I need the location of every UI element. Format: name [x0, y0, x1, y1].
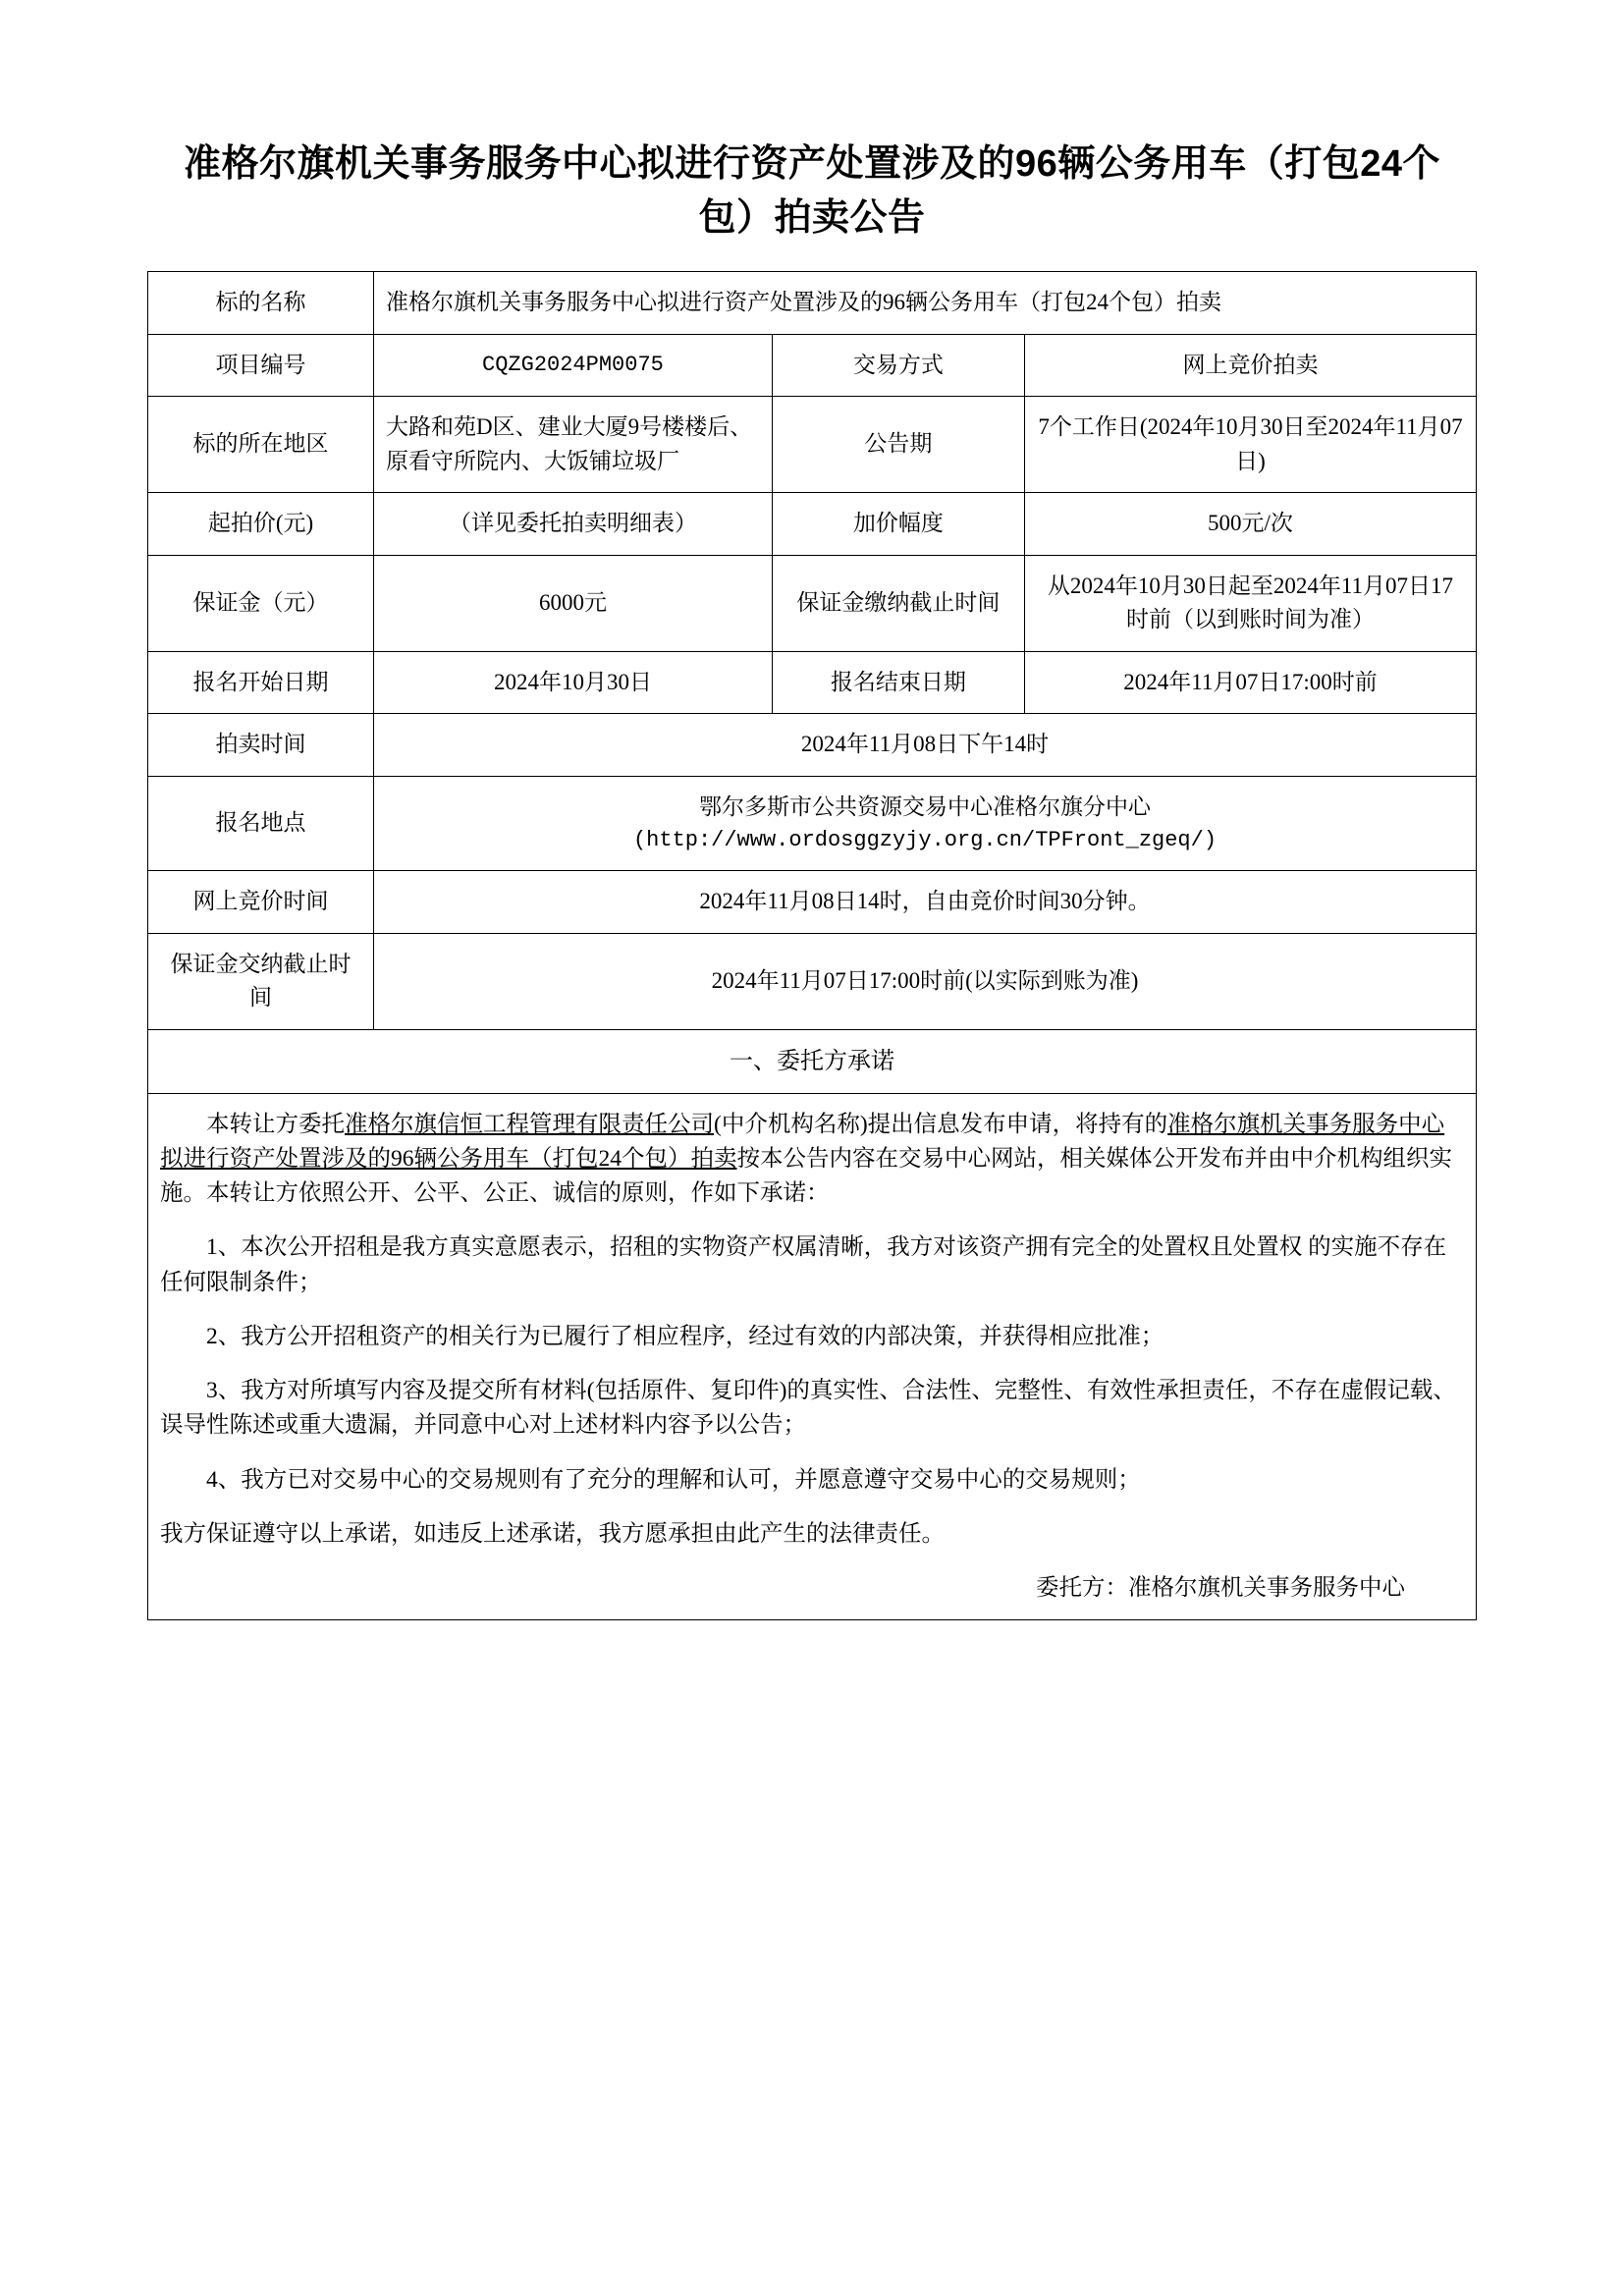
commitment-item-5: 我方保证遵守以上承诺，如违反上述承诺，我方愿承担由此产生的法律责任。	[160, 1520, 945, 1547]
row-value-online-bidding-time: 2024年11月08日14时，自由竞价时间30分钟。	[374, 871, 1477, 934]
row-label-deposit-payment-deadline: 保证金交纳截止时间	[148, 933, 374, 1029]
row-label-location: 标的所在地区	[148, 397, 374, 493]
row-label-auction-time: 拍卖时间	[148, 714, 374, 777]
row-value-project-number: CQZG2024PM0075	[374, 334, 773, 397]
commitment-item-2: 2、我方公开招租资产的相关行为已履行了相应程序，经过有效的内部决策，并获得相应批准；	[206, 1323, 1164, 1349]
row-label-online-bidding-time: 网上竞价时间	[148, 871, 374, 934]
row-label-subject-name: 标的名称	[148, 272, 374, 335]
intro-part2: (中介机构名称)提出信息发布申请，将持有的	[714, 1111, 1168, 1137]
row-value-registration-end: 2024年11月07日17:00时前	[1024, 651, 1476, 714]
row-label-registration-place: 报名地点	[148, 776, 374, 871]
row-value-trade-method: 网上竞价拍卖	[1024, 334, 1476, 397]
row-label-starting-price: 起拍价(元)	[148, 493, 374, 556]
section-heading-commitment: 一、委托方承诺	[148, 1029, 1477, 1093]
commitment-item-3: 3、我方对所填写内容及提交所有材料(包括原件、复印件)的真实性、合法性、完整性、有效性承担责任，不存在虚假记载、误导性陈述或重大遗漏，并同意中心对上述材料内容予以公告；	[160, 1378, 1456, 1439]
table-row	[148, 272, 1477, 335]
row-value-deposit: 6000元	[374, 555, 773, 651]
commitment-body	[148, 1093, 1477, 1620]
row-value-deposit-deadline: 从2024年10月30日起至2024年11月07日17时前（以到账时间为准）	[1024, 555, 1476, 651]
row-value-starting-price: （详见委托拍卖明细表）	[374, 493, 773, 556]
commitment-intro	[160, 1108, 1464, 1212]
row-label-project-number: 项目编号	[148, 334, 374, 397]
commitment-signature: 委托方：准格尔旗机关事务服务中心	[1036, 1575, 1405, 1602]
announcement-table	[147, 271, 1477, 1620]
table-row	[148, 555, 1477, 651]
intro-part1: 本转让方委托	[206, 1111, 345, 1137]
commitment-item-1: 1、本次公开招租是我方真实意愿表示，招租的实物资产权属清晰，我方对该资产拥有完全的处置权且处置权 的实施不存在任何限制条件；	[160, 1234, 1447, 1295]
row-label-registration-end: 报名结束日期	[772, 651, 1024, 714]
intro-underline1: 准格尔旗信恒工程管理有限责任公司	[345, 1111, 714, 1137]
table-row	[148, 493, 1477, 556]
table-row	[148, 334, 1477, 397]
table-row	[148, 1093, 1477, 1620]
row-value-registration-start: 2024年10月30日	[374, 651, 773, 714]
row-value-auction-time: 2024年11月08日下午14时	[374, 714, 1477, 777]
table-row	[148, 871, 1477, 934]
row-label-trade-method: 交易方式	[772, 334, 1024, 397]
table-row	[148, 714, 1477, 777]
row-value-announcement-period: 7个工作日(2024年10月30日至2024年11月07日)	[1024, 397, 1476, 493]
commitment-item-4: 4、我方已对交易中心的交易规则有了充分的理解和认可，并愿意遵守交易中心的交易规则；	[206, 1466, 1141, 1493]
row-value-deposit-payment-deadline: 2024年11月07日17:00时前(以实际到账为准)	[374, 933, 1477, 1029]
registration-place-url: (http://www.ordosggzyjy.org.cn/TPFront_zgeq/)	[632, 828, 1218, 853]
table-row	[148, 933, 1477, 1029]
table-row	[148, 651, 1477, 714]
table-row	[148, 1029, 1477, 1093]
row-value-subject-name: 准格尔旗机关事务服务中心拟进行资产处置涉及的96辆公务用车（打包24个包）拍卖	[374, 272, 1477, 335]
row-value-registration-place	[374, 776, 1477, 871]
intro-part3: 按本公告内容在交易中心网站，相关媒体公开发布并由中介机构组织实施。本转让方依照公开、公平、公正、诚信的原则，作如下承诺：	[160, 1145, 1452, 1207]
row-label-announcement-period: 公告期	[772, 397, 1024, 493]
row-label-increment: 加价幅度	[772, 493, 1024, 556]
row-label-registration-start: 报名开始日期	[148, 651, 374, 714]
row-value-location: 大路和苑D区、建业大厦9号楼楼后、原看守所院内、大饭铺垃圾厂	[374, 397, 773, 493]
table-row	[148, 776, 1477, 871]
intro-underline2: 准格尔旗机关事务服务中心拟进行资产处置涉及的96辆公务用车（打包24个包）拍卖	[160, 1111, 1445, 1172]
row-label-deposit: 保证金（元）	[148, 555, 374, 651]
row-value-increment: 500元/次	[1024, 493, 1476, 556]
table-row	[148, 397, 1477, 493]
row-label-deposit-deadline: 保证金缴纳截止时间	[772, 555, 1024, 651]
registration-place-name: 鄂尔多斯市公共资源交易中心准格尔旗分中心	[699, 793, 1151, 819]
page-title: 准格尔旗机关事务服务中心拟进行资产处置涉及的96辆公务用车（打包24个包）拍卖公告	[183, 143, 1441, 240]
